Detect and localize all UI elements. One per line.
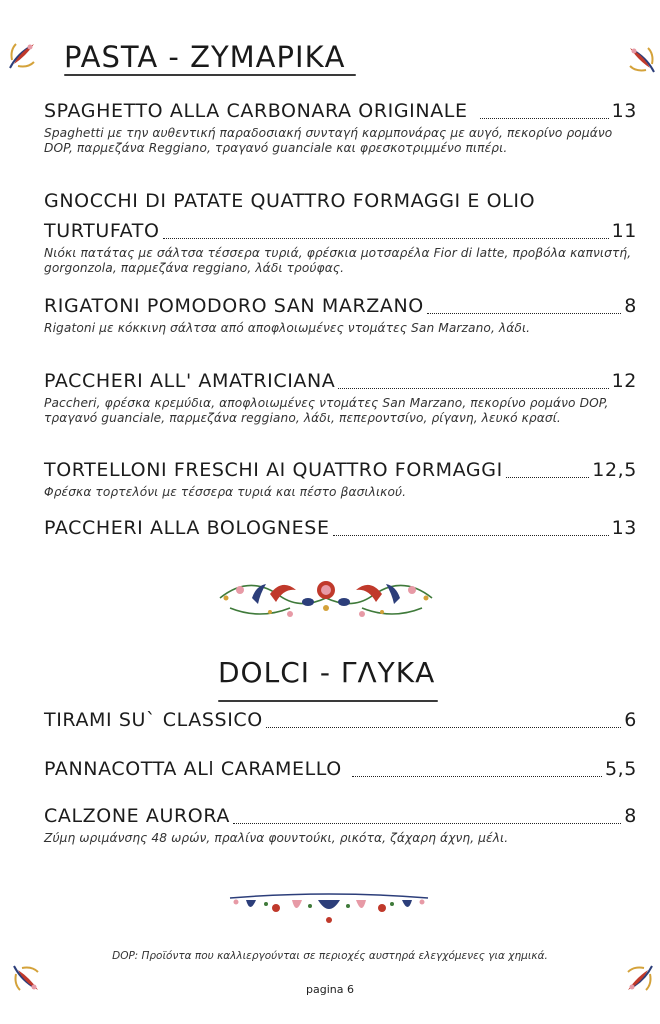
item-price: 13	[611, 100, 637, 122]
menu-item	[44, 801, 637, 846]
section-title-dolci: DOLCI - ΓΛΥΚΑ	[218, 656, 436, 689]
dot-leader	[352, 776, 602, 777]
item-price: 8	[624, 805, 637, 827]
dot-leader	[506, 477, 590, 478]
floral-corner-icon	[624, 42, 658, 76]
dot-leader	[266, 727, 621, 728]
menu-item	[44, 754, 637, 784]
item-price: 5,5	[604, 758, 637, 780]
dot-leader	[427, 313, 621, 314]
item-price: 12	[611, 370, 637, 392]
dot-leader	[333, 535, 609, 536]
item-price: 13	[611, 517, 637, 539]
item-name: TORTELLONI FRESCHI AI QUATTRO FORMAGGI	[44, 459, 503, 481]
dot-leader	[233, 823, 621, 824]
item-name: PACCHERI ALLA BOLOGNESE	[44, 517, 330, 539]
item-price: 6	[624, 709, 637, 731]
item-name-line1: GNOCCHI DI PATATE QUATTRO FORMAGGI E OLIO	[44, 190, 536, 212]
title-underline	[64, 74, 356, 76]
footnote: DOP: Προϊόντα που καλλιεργούνται σε περιοχές αυστηρά ελεγχόμενες για χημικά.	[112, 950, 548, 962]
floral-divider-icon	[210, 568, 442, 624]
item-description: Νιόκι πατάτας με σάλτσα τέσσερα τυριά, φρέσκια μοτσαρέλα Fior di latte, προβόλα καπνιστή, gorgonzola, παρμεζάνα reggiano, λάδι τρούφας.	[44, 246, 632, 275]
item-name: TURTUFATO	[44, 220, 160, 242]
item-name: CALZONE AURORA	[44, 805, 230, 827]
floral-small-divider-icon	[226, 892, 432, 926]
item-description: Paccheri, φρέσκα κρεμύδια, αποφλοιωμένες ντομάτες San Marzano, πεκορίνο ρομάνο DOP, τραγανό guanciale, παρμεζάνα reggiano, λάδι, πεπεροντσίνο, ρίγανη, λευκό κρασί.	[44, 396, 609, 425]
item-name: PACCHERI ALL' AMATRICIANA	[44, 370, 336, 392]
menu-item	[44, 186, 637, 275]
item-description: Ζύμη ωριμάνσης 48 ωρών, πραλίνα φουντούκι, ρικότα, ζάχαρη άχνη, μέλι.	[44, 831, 509, 845]
menu-item	[44, 291, 637, 336]
menu-item	[44, 513, 637, 543]
item-name: PANNACOTTA ALl CARAMELLO	[44, 758, 342, 780]
item-name: SPAGHETTO ALLA CARBONARA ORIGINALE	[44, 100, 468, 122]
item-name: TIRAMI SU` CLASSICO	[44, 709, 263, 731]
menu-item	[44, 455, 637, 500]
item-price: 12,5	[592, 459, 637, 481]
item-price: 8	[624, 295, 637, 317]
dot-leader	[338, 388, 608, 389]
item-description: Spaghetti με την αυθεντική παραδοσιακή συνταγή καρμπονάρας με αυγό, πεκορίνο ρομάνο DOP, παρμεζάνα Reggiano, τραγανό guanciale και φρεσκοτριμμένο πιπέρι.	[44, 126, 613, 155]
item-price: 11	[611, 220, 637, 242]
floral-corner-icon	[6, 38, 40, 72]
page-number: pagina 6	[306, 983, 354, 996]
section-title-pasta: PASTA - ΖΥΜΑΡΙΚΑ	[64, 40, 346, 74]
item-description: Rigatoni με κόκκινη σάλτσα από αποφλοιωμένες ντομάτες San Marzano, λάδι.	[44, 321, 531, 335]
item-description: Φρέσκα τορτελόνι με τέσσερα τυριά και πέστο βασιλικού.	[44, 485, 407, 499]
item-name: RIGATONI POMODORO SAN MARZANO	[44, 295, 424, 317]
menu-item	[44, 366, 637, 425]
menu-item	[44, 96, 637, 155]
title-underline	[218, 700, 438, 702]
menu-item	[44, 705, 637, 735]
dot-leader	[480, 118, 609, 119]
dot-leader	[163, 238, 609, 239]
